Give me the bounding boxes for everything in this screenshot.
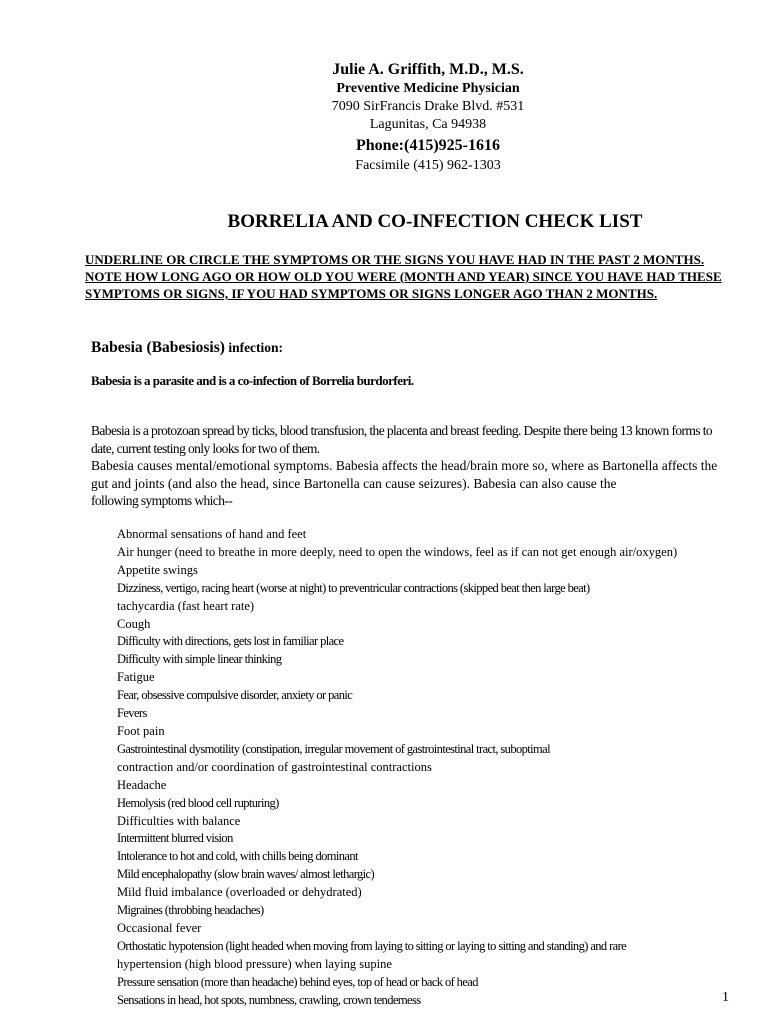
- symptom-item: Difficulty with simple linear thinking: [117, 652, 282, 667]
- symptom-item: tachycardia (fast heart rate): [117, 598, 255, 613]
- document-title: BORRELIA AND CO-INFECTION CHECK LIST: [227, 211, 643, 232]
- symptom-item: Difficulties with balance: [117, 813, 241, 828]
- symptom-item: Mild fluid imbalance (overloaded or dehydrated): [117, 885, 362, 900]
- symptom-item: Abnormal sensations of hand and feet: [117, 527, 307, 541]
- symptom-item: Fevers: [117, 706, 147, 721]
- symptom-item: Migraines (throbbing headaches): [117, 903, 264, 918]
- physician-role: Preventive Medicine Physician: [336, 81, 520, 96]
- symptom-list: [117, 526, 757, 1009]
- symptom-item: Dizziness, vertigo, racing heart (worse at night) to preventricular contractions (skipped beat then large beat): [117, 580, 590, 595]
- section-description: [91, 422, 731, 510]
- symptom-item: Cough: [117, 616, 151, 631]
- symptom-item: Foot pain: [117, 723, 165, 738]
- physician-name: Julie A. Griffith, M.D., M.S.: [332, 61, 524, 78]
- phone-number: Phone:(415)925-1616: [356, 137, 500, 154]
- symptom-item: Intermittent blurred vision: [117, 831, 233, 846]
- section-subheading: Babesia is a parasite and is a co-infection of Borrelia burdorferi.: [91, 373, 414, 388]
- symptom-item: Appetite swings: [117, 562, 198, 577]
- section-heading-suffix: infection:: [224, 340, 284, 355]
- description-paragraph-3: following symptoms which--: [91, 493, 233, 508]
- symptom-item: contraction and/or coordination of gastrointestinal contractions: [117, 759, 432, 774]
- section-heading: [91, 338, 283, 358]
- symptom-item: Difficulty with directions, gets lost in familiar place: [117, 634, 344, 649]
- description-paragraph-1: Babesia is a protozoan spread by ticks, blood transfusion, the placenta and breast feeding. Despite there being 13 known forms to date, current testing only looks for two of them.: [91, 423, 713, 456]
- symptom-item: Gastrointestinal dysmotility (constipation, irregular movement of gastrointestinal tract, suboptimal: [117, 741, 550, 756]
- symptom-item: Pressure sensation (more than headache) behind eyes, top of head or back of head: [117, 974, 478, 989]
- symptom-item: Occasional fever: [117, 920, 202, 935]
- symptom-item: hypertension (high blood pressure) when laying supine: [117, 956, 392, 971]
- symptom-item: Mild encephalopathy (slow brain waves/ almost lethargic): [117, 867, 375, 882]
- instructions-text: UNDERLINE OR CIRCLE THE SYMPTOMS OR THE SIGNS YOU HAVE HAD IN THE PAST 2 MONTHS. NOTE HOW LONG AGO OR HOW OLD YOU WERE (MONTH AND YEAR) SINCE YOU HAVE HAD THESE SYMPTOMS OR SIGNS, IF YOU HAD SYMPTOMS OR SIGNS LONGER AGO THAN 2 MONTHS.: [85, 252, 722, 301]
- address-line-1: 7090 SirFrancis Drake Blvd. #531: [331, 99, 525, 114]
- symptom-item: Fear, obsessive compulsive disorder, anxiety or panic: [117, 688, 353, 703]
- section-heading-main: Babesia (Babesiosis): [91, 339, 225, 356]
- symptom-item: Intolerance to hot and cold, with chills being dominant: [117, 849, 358, 864]
- symptom-item: Sensations in head, hot spots, numbness, crawling, crown tenderness: [117, 992, 421, 1007]
- symptom-item: Headache: [117, 777, 167, 792]
- symptom-item: Fatigue: [117, 670, 155, 685]
- address-line-2: Lagunitas, Ca 94938: [369, 117, 487, 132]
- fax-number: Facsimile (415) 962-1303: [355, 158, 501, 173]
- page-number: 1: [722, 990, 729, 1005]
- letterhead: [0, 60, 770, 175]
- symptom-item: Hemolysis (red blood cell rupturing): [117, 795, 279, 810]
- symptom-item: Air hunger (need to breathe in more deeply, need to open the windows, feel as if can not get enough air/oxygen): [117, 544, 678, 559]
- symptom-item: Orthostatic hypotension (light headed when moving from laying to sitting or laying to sitting and standing) and rare: [117, 938, 627, 953]
- description-paragraph-2: Babesia causes mental/emotional symptoms. Babesia affects the head/brain more so, where as Bartonella affects the gut and joints (and also the head, since Bartonella can cause seizures). Babesia can also cause the: [91, 458, 718, 491]
